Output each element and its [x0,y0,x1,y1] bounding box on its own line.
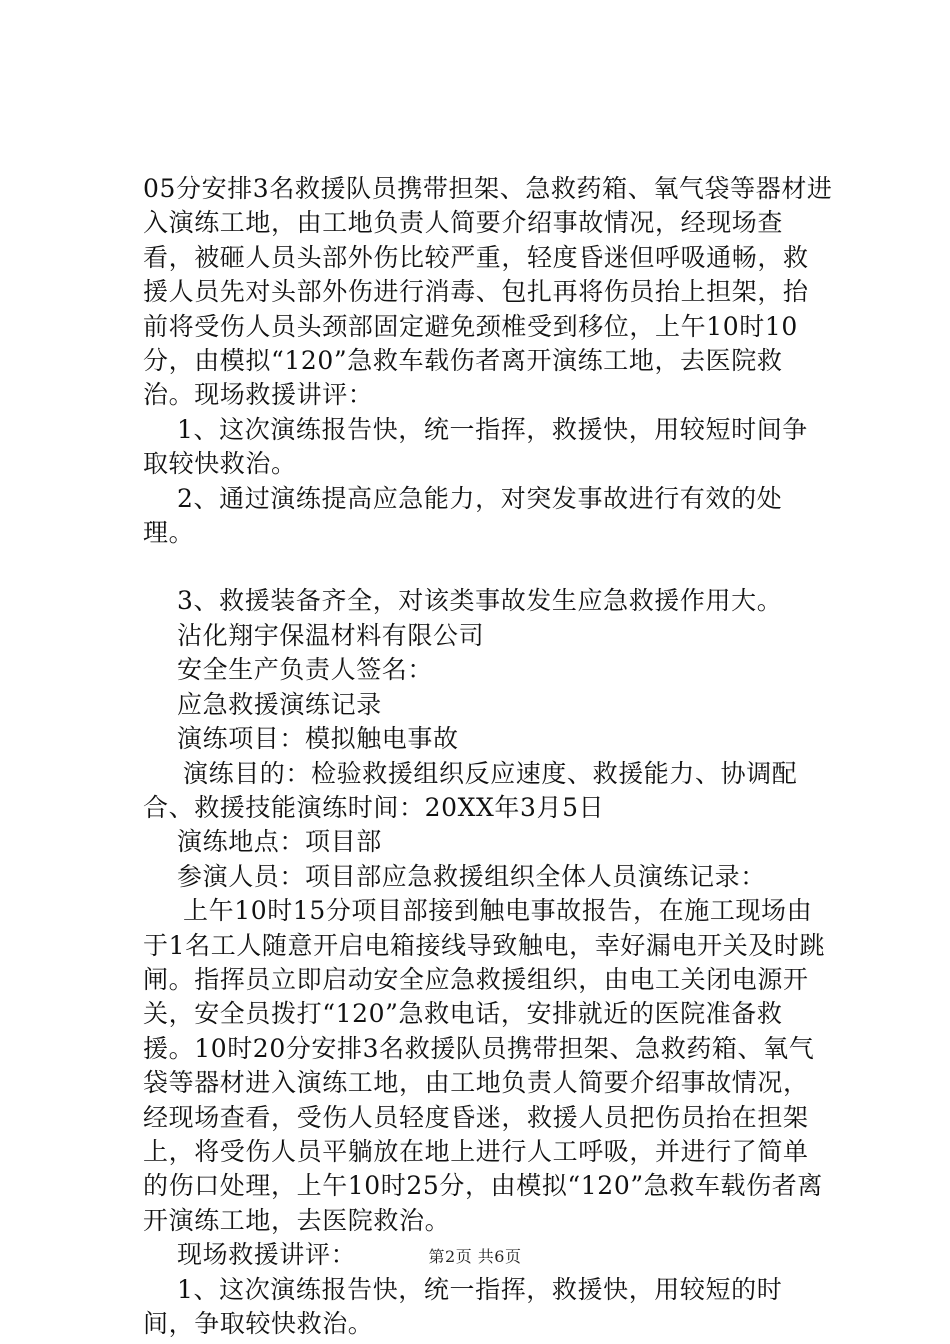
paragraph-review-point-3: 3、救援装备齐全，对该类事故发生应急救援作用大。 [177,586,783,616]
drill-purpose-and-time: 演练目的：检验救援组织反应速度、救援能力、协调配合、救援技能演练时间：20XX年3月5日 [143,758,798,822]
review-heading: 现场救援讲评： [177,1240,357,1270]
drill-participants: 参演人员：项目部应急救援组织全体人员演练记录： [177,861,766,891]
page-number-footer: 第2页 共6页 [428,1247,522,1266]
drill-record-narrative: 上午10时15分项目部接到触电事故报告，在施工现场由于1名工人随意开启电箱接线导致触电，幸好漏电开关及时跳闸。指挥员立即启动安全应急救援组织，由电工关闭电源开关，安全员拨打“120”急救电话，安排就近的医院准备救援。10时20分安排3名救援队员携带担架、急救药箱、氧气袋等器材进入演练工地，由工地负责人简要介绍事故情况，经现场查看，受伤人员轻度昏迷，救援人员把伤员抬在担架上，将受伤人员平躺放在地上进行人工呼吸，并进行了简单的伤口处理，上午10时25分，由模拟“120”急救车载伤者离开演练工地，去医院救治。 [143,896,826,1235]
record-title: 应急救援演练记录 [177,689,382,719]
paragraph-review-point-1: 1、这次演练报告快，统一指挥，救援快，用较短时间争取较快救治。 [143,414,808,479]
paragraph-review-point-1-second: 1、这次演练报告快，统一指挥，救援快，用较短的时间，争取较快救治。 [143,1274,783,1338]
drill-project: 演练项目：模拟触电事故 [177,724,459,754]
drill-location: 演练地点：项目部 [177,827,382,857]
company-name: 沾化翔宇保温材料有限公司 [177,620,485,650]
paragraph-rescue-continuation: 05分安排3名救援队员携带担架、急救药箱、氧气袋等器材进入演练工地，由工地负责人简要介绍事故情况，经现场查看，被砸人员头部外伤比较严重，轻度昏迷但呼吸通畅，救援人员先对头部外伤进行消毒、包扎再将伤员抬上担架，抬前将受伤人员头颈部固定避免颈椎受到移位，上午10时10分，由模拟“120”急救车载伤者离开演练工地，去医院救治。现场救援讲评： [143,174,833,410]
document-body [143,172,833,1341]
paragraph-review-point-2: 2、通过演练提高应急能力，对突发事故进行有效的处理。 [143,483,783,548]
signature-line: 安全生产负责人签名： [177,655,434,685]
blank-line [143,550,833,584]
